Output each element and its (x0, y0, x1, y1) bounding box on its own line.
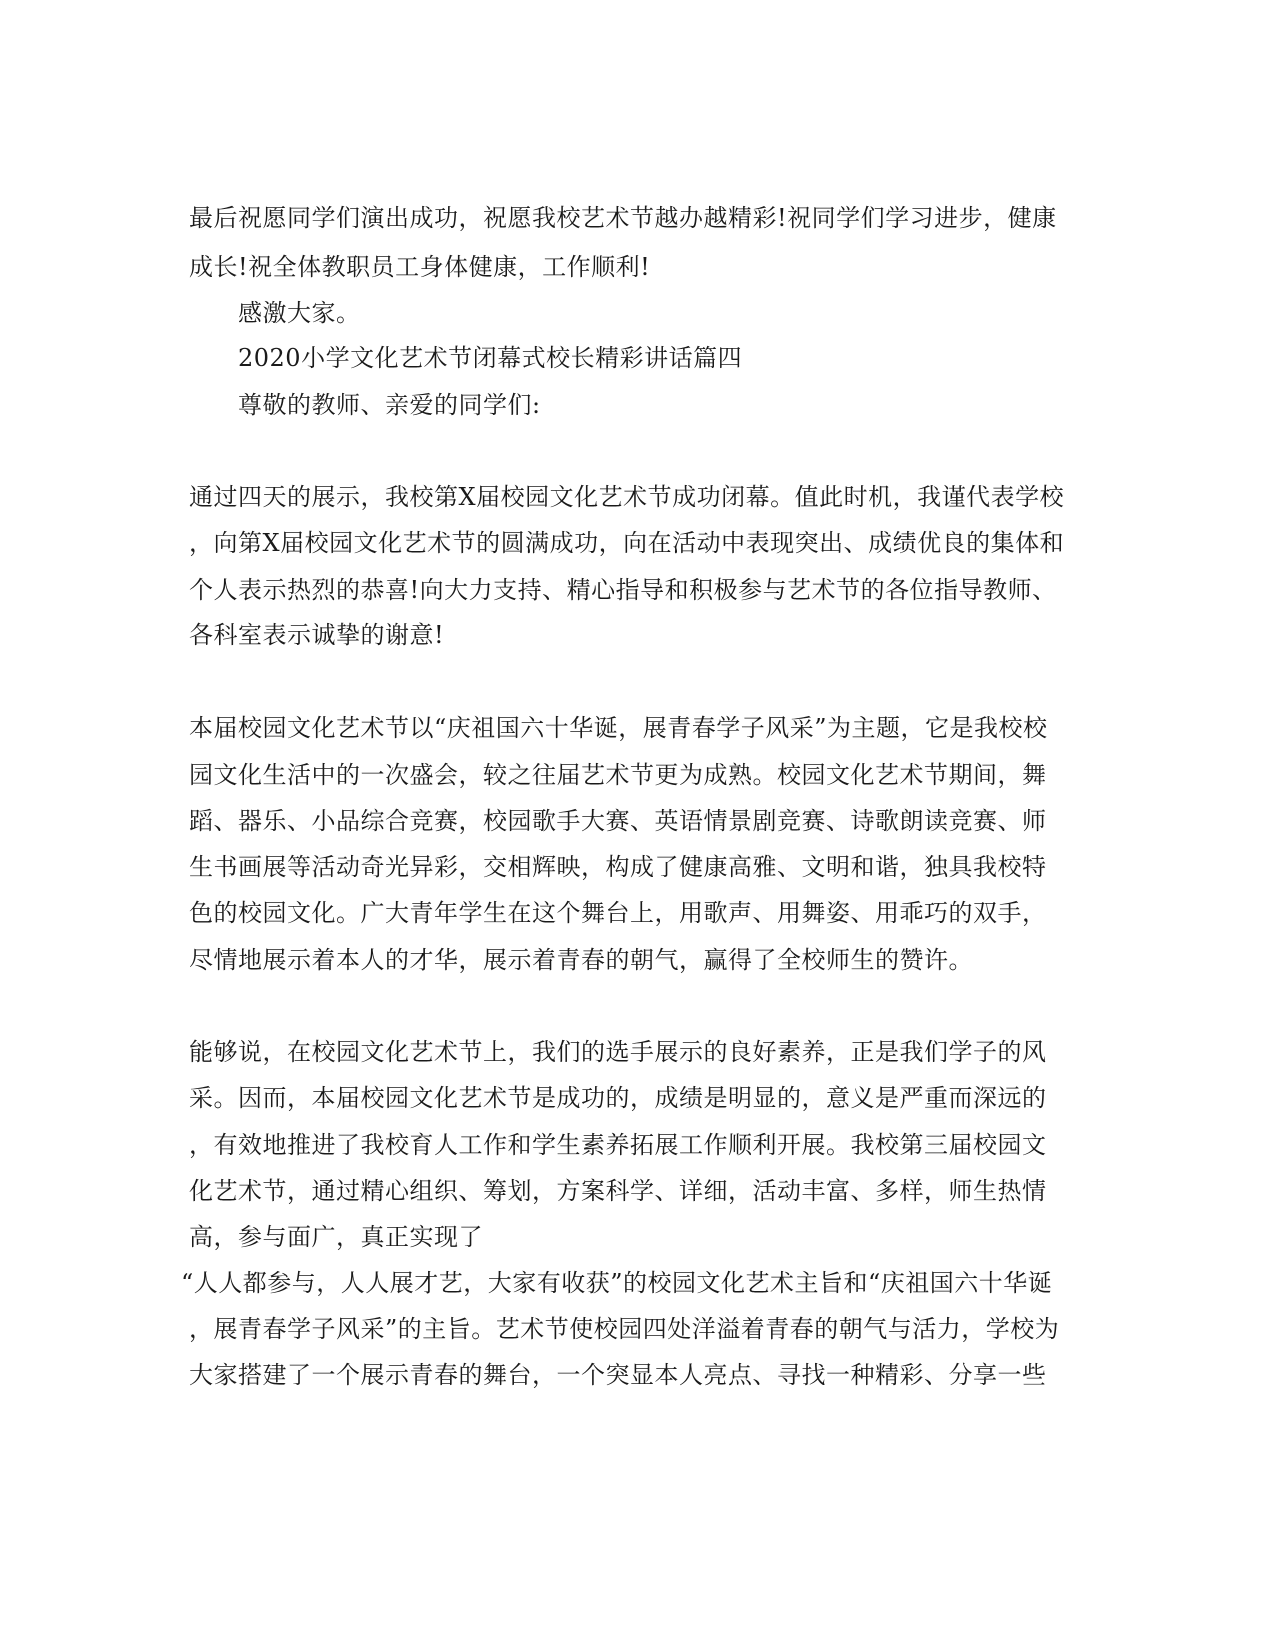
paragraph-line: ，展青春学子风采”的主旨。艺术节使校园四处洋溢着青春的朝气与活力，学校为 (189, 1315, 1060, 1343)
paragraph-line: 个人表示热烈的恭喜!向大力支持、精心指导和积极参与艺术节的各位指导教师、 (189, 576, 1057, 604)
section-heading: 2020小学文化艺术节闭幕式校长精彩讲话篇四 (238, 344, 743, 372)
paragraph-line: 尽情地展示着本人的才华，展示着青春的朝气，赢得了全校师生的赞许。 (189, 946, 973, 974)
paragraph-line: 高，参与面广，真正实现了 (189, 1223, 483, 1251)
paragraph-line: 生书画展等活动奇光异彩，交相辉映，构成了健康高雅、文明和谐，独具我校特 (189, 853, 1047, 881)
salutation: 尊敬的教师、亲爱的同学们: (238, 391, 541, 419)
paragraph-line: ，有效地推进了我校育人工作和学生素养拓展工作顺利开展。我校第三届校园文 (189, 1131, 1047, 1159)
paragraph-line: 化艺术节，通过精心组织、筹划，方案科学、详细，活动丰富、多样，师生热情 (189, 1177, 1047, 1205)
paragraph-line: 能够说，在校园文化艺术节上，我们的选手展示的良好素养，正是我们学子的风 (189, 1038, 1047, 1066)
paragraph-line: 本届校园文化艺术节以“庆祖国六十华诞，展青春学子风采”为主题，它是我校校 (189, 714, 1048, 742)
paragraph-line: 各科室表示诚挚的谢意! (189, 621, 445, 649)
paragraph-line: 色的校园文化。广大青年学生在这个舞台上，用歌声、用舞姿、用乖巧的双手， (189, 899, 1047, 927)
paragraph-line: 大家搭建了一个展示青春的舞台，一个突显本人亮点、寻找一种精彩、分享一些 (189, 1361, 1047, 1389)
paragraph-line: 采。因而，本届校园文化艺术节是成功的，成绩是明显的，意义是严重而深远的 (189, 1084, 1047, 1112)
paragraph-line: 最后祝愿同学们演出成功，祝愿我校艺术节越办越精彩!祝同学们学习进步，健康 (189, 204, 1057, 232)
paragraph-line: 成长!祝全体教职员工身体健康，工作顺利! (189, 253, 651, 281)
paragraph-line: 通过四天的展示，我校第X届校园文化艺术节成功闭幕。值此时机，我谨代表学校 (189, 483, 1065, 511)
paragraph-line: 蹈、器乐、小品综合竞赛，校园歌手大赛、英语情景剧竞赛、诗歌朗读竞赛、师 (189, 807, 1047, 835)
paragraph-line: 园文化生活中的一次盛会，较之往届艺术节更为成熟。校园文化艺术节期间，舞 (189, 761, 1047, 789)
paragraph-line: “人人都参与，人人展才艺，大家有收获”的校园文化艺术主旨和“庆祖国六十华诞 (181, 1269, 1053, 1297)
paragraph-line: 感激大家。 (238, 299, 361, 327)
paragraph-line: ，向第X届校园文化艺术节的圆满成功，向在活动中表现突出、成绩优良的集体和 (189, 529, 1065, 557)
